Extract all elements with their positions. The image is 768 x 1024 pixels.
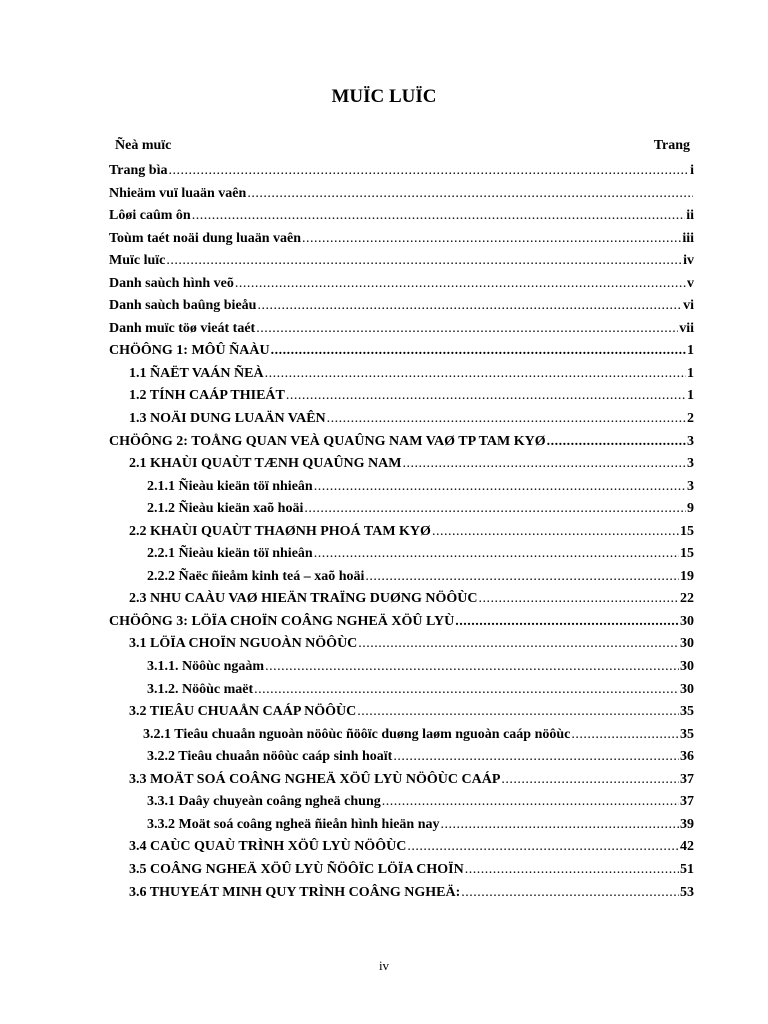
toc-dot-leader xyxy=(465,859,679,882)
toc-entry-title: 3.1.1. Nöôùc ngaàm xyxy=(147,659,265,675)
toc-dot-leader xyxy=(357,701,679,724)
toc-entry-title: 3.1.2. Nöôùc maët xyxy=(147,681,254,697)
toc-entry-title: 1.2 TÍNH CAÁP THIEÁT xyxy=(129,388,285,404)
toc-entry-title: 2.3 NHU CAÀU VAØ HIEÄN TRAÏNG DUØNG NÖÔÙC xyxy=(129,591,478,607)
toc-entry-title: Danh muïc töø vieát taét xyxy=(109,320,256,336)
toc-entry xyxy=(109,340,694,363)
toc-entry-page: 30 xyxy=(680,681,694,697)
toc-entry xyxy=(109,746,694,769)
toc-entry-page: 3 xyxy=(687,456,694,472)
table-of-contents xyxy=(109,160,694,904)
toc-dot-leader xyxy=(441,814,680,837)
toc-dot-leader xyxy=(365,566,679,589)
toc-dot-leader xyxy=(501,769,679,792)
toc-entry-title: 3.2 TIEÂU CHUAÅN CAÁP NÖÔÙC xyxy=(129,704,357,720)
toc-dot-leader xyxy=(257,295,682,318)
toc-entry-title: Nhieäm vuï luaän vaên xyxy=(109,185,247,201)
toc-entry-title: 2.1.2 Ñieàu kieän xaõ hoäi xyxy=(147,501,304,517)
toc-entry xyxy=(109,882,694,905)
toc-entry xyxy=(109,453,694,476)
toc-entry xyxy=(109,566,694,589)
toc-entry-page: 37 xyxy=(680,771,694,787)
toc-dot-leader xyxy=(382,791,679,814)
toc-entry-title: Lôøi caûm ôn xyxy=(109,208,191,224)
toc-entry xyxy=(109,814,694,837)
toc-entry xyxy=(109,656,694,679)
toc-dot-leader xyxy=(254,679,679,702)
toc-entry-page: 53 xyxy=(680,884,694,900)
toc-entry-page: 35 xyxy=(680,726,694,742)
toc-dot-leader xyxy=(358,633,679,656)
toc-entry xyxy=(109,701,694,724)
toc-dot-leader xyxy=(314,543,679,566)
toc-entry-page: 35 xyxy=(680,704,694,720)
toc-dot-leader xyxy=(304,498,686,521)
toc-entry xyxy=(109,363,694,386)
toc-entry xyxy=(109,543,694,566)
toc-entry-page: 15 xyxy=(680,546,694,562)
toc-entry xyxy=(109,476,694,499)
toc-entry-title: 3.4 CAÙC QUAÙ TRÌNH XÖÛ LYÙ NÖÔÙC xyxy=(129,839,407,855)
toc-entry-page: 30 xyxy=(680,659,694,675)
toc-entry-title: 3.2.1 Tieâu chuaån nguoàn nöôùc ñöôïc duøng laøm nguoàn caáp nöôùc xyxy=(143,726,571,742)
toc-entry xyxy=(109,408,694,431)
toc-entry-title: Toùm taét noäi dung luaän vaên xyxy=(109,230,302,246)
toc-entry xyxy=(109,318,694,341)
toc-dot-leader xyxy=(547,431,686,454)
toc-entry xyxy=(109,611,694,634)
page-number: iv xyxy=(378,958,390,973)
toc-entry xyxy=(109,431,694,454)
toc-dot-leader xyxy=(478,588,679,611)
toc-dot-leader xyxy=(192,205,686,228)
toc-entry xyxy=(109,183,694,206)
toc-entry-title: 2.2 KHAÙI QUAÙT THAØNH PHOÁ TAM KYØ xyxy=(129,523,431,539)
toc-entry xyxy=(109,228,694,251)
toc-entry-page: i xyxy=(690,163,694,178)
toc-dot-leader xyxy=(247,183,693,206)
toc-entry-title: 1.1 ÑAËT VAÁN ÑEÀ xyxy=(129,365,264,381)
toc-entry-page: 19 xyxy=(680,568,694,584)
toc-entry xyxy=(109,521,694,544)
toc-entry-title: 1.3 NOÄI DUNG LUAÄN VAÊN xyxy=(129,411,326,427)
toc-dot-leader xyxy=(265,656,679,679)
toc-entry-page: 15 xyxy=(680,523,694,539)
toc-entry xyxy=(109,250,694,273)
toc-dot-leader xyxy=(314,476,686,499)
toc-entry xyxy=(109,769,694,792)
toc-entry-title: CHÖÔNG 3: LÖÏA CHOÏN COÂNG NGHEÄ XÖÛ LYÙ xyxy=(109,613,455,629)
toc-entry xyxy=(109,498,694,521)
toc-dot-leader xyxy=(407,836,679,859)
toc-dot-leader xyxy=(461,882,679,905)
toc-entry-title: 2.1.1 Ñieàu kieän töï nhieân xyxy=(147,478,313,494)
toc-entry xyxy=(109,633,694,656)
toc-entry-page: 30 xyxy=(680,613,694,629)
toc-entry-page: 1 xyxy=(687,343,694,359)
toc-dot-leader xyxy=(256,318,678,341)
toc-entry-page: 3 xyxy=(687,478,694,494)
toc-entry-page: iv xyxy=(683,253,694,269)
toc-entry-title: 3.3.2 Moät soá coâng ngheä ñieån hình hieän nay xyxy=(147,816,440,832)
toc-dot-leader xyxy=(571,724,679,747)
toc-entry-title: Danh saùch baûng bieåu xyxy=(109,298,257,314)
toc-dot-leader xyxy=(403,453,687,476)
toc-entry-title: 3.6 THUYEÁT MINH QUY TRÌNH COÂNG NGHEÄ: xyxy=(129,884,461,900)
page-title: MUÏC LUÏC xyxy=(331,86,437,107)
toc-entry xyxy=(109,295,694,318)
toc-entry xyxy=(109,205,694,228)
toc-entry xyxy=(109,160,694,183)
toc-dot-leader xyxy=(327,408,686,431)
toc-dot-leader xyxy=(271,340,686,363)
toc-entry-page: 1 xyxy=(687,365,694,381)
toc-entry xyxy=(109,273,694,296)
toc-entry-title: 3.3 MOÄT SOÁ COÂNG NGHEÄ XÖÛ LYÙ NÖÔÙC CAÁP xyxy=(129,771,501,787)
toc-entry-page: 1 xyxy=(687,388,694,404)
toc-entry xyxy=(109,588,694,611)
toc-entry-title: CHÖÔNG 2: TOÅNG QUAN VEÀ QUAÛNG NAM VAØ TP TAM KYØ xyxy=(109,433,546,449)
toc-entry-title: 2.1 KHAÙI QUAÙT TÆNH QUAÛNG NAM xyxy=(129,456,402,472)
toc-entry-title: 3.1 LÖÏA CHOÏN NGUOÀN NÖÔÙC xyxy=(129,636,358,652)
toc-dot-leader xyxy=(286,385,686,408)
toc-entry-page: 36 xyxy=(680,749,694,765)
toc-dot-leader xyxy=(235,273,686,296)
toc-entry-title: Trang bìa xyxy=(109,163,168,178)
toc-dot-leader xyxy=(265,363,686,386)
toc-dot-leader xyxy=(455,611,679,634)
toc-entry-page: v xyxy=(687,275,694,291)
toc-entry-page: 37 xyxy=(680,794,694,810)
toc-entry xyxy=(109,859,694,882)
toc-dot-leader xyxy=(393,746,679,769)
toc-entry-page: vii xyxy=(679,320,694,336)
toc-entry-page: 3 xyxy=(687,433,694,449)
toc-entry-page: vi xyxy=(683,298,694,314)
toc-entry xyxy=(109,724,694,747)
toc-entry xyxy=(109,679,694,702)
toc-dot-leader xyxy=(166,250,682,273)
toc-dot-leader xyxy=(432,521,679,544)
toc-dot-leader xyxy=(302,228,681,251)
toc-entry-title: 3.5 COÂNG NGHEÄ XÖÛ LYÙ ÑÖÔÏC LÖÏA CHOÏN xyxy=(129,861,464,877)
toc-header-page: Trang xyxy=(653,138,690,153)
toc-entry xyxy=(109,791,694,814)
toc-entry-page: 39 xyxy=(680,816,694,832)
toc-entry-page: 51 xyxy=(680,861,694,877)
toc-dot-leader xyxy=(168,160,689,183)
toc-entry xyxy=(109,385,694,408)
toc-header-section: Ñeà muïc xyxy=(115,138,172,153)
toc-entry-title: Muïc luïc xyxy=(109,253,166,269)
toc-entry-page: 9 xyxy=(687,501,694,517)
toc-entry-page: iii xyxy=(682,230,694,246)
toc-entry xyxy=(109,836,694,859)
toc-entry-title: 2.2.1 Ñieàu kieän töï nhieân xyxy=(147,546,313,562)
toc-entry-title: 3.3.1 Daây chuyeàn coâng ngheä chung xyxy=(147,794,381,810)
toc-entry-page: 2 xyxy=(687,411,694,427)
toc-entry-page: ii xyxy=(686,208,694,224)
toc-entry-page: 42 xyxy=(680,839,694,855)
toc-entry-title: 3.2.2 Tieâu chuaån nöôùc caáp sinh hoaït xyxy=(147,749,393,765)
toc-entry-title: CHÖÔNG 1: MÔÛ ÑAÀU xyxy=(109,343,270,359)
toc-entry-title: 2.2.2 Ñaëc ñieåm kinh teá – xaõ hoäi xyxy=(147,568,365,584)
toc-entry-page: 22 xyxy=(680,591,694,607)
toc-entry-page: 30 xyxy=(680,636,694,652)
toc-entry-title: Danh saùch hình veõ xyxy=(109,275,234,291)
